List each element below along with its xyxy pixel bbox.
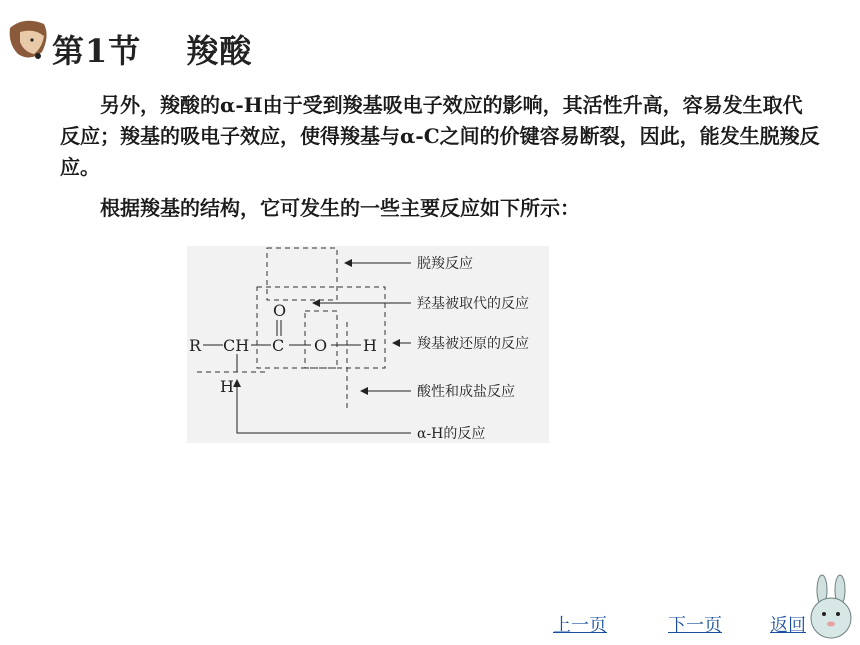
atom-H-right: H [363, 336, 377, 355]
atom-H-bottom: H [220, 377, 234, 396]
atom-O-top: O [273, 301, 287, 320]
hedgehog-logo-icon [4, 14, 52, 64]
next-page-link[interactable]: 下一页 [668, 615, 722, 636]
paragraph-reactions-intro: 根据羧基的结构，它可发生的一些主要反应如下所示： [100, 196, 580, 220]
atom-R: R [189, 336, 202, 355]
label-decarboxylation: 脱羧反应 [417, 256, 473, 272]
bunny-mascot-icon [806, 574, 856, 640]
carboxyl-box [257, 287, 385, 368]
atom-O: O [314, 336, 328, 355]
atom-C: C [272, 336, 285, 355]
decarboxylation-box [267, 248, 337, 300]
carboxyl-reaction-diagram [187, 246, 549, 443]
label-acidity-salt: 酸性和成盐反应 [417, 384, 515, 400]
label-hydroxyl-substitution: 羟基被取代的反应 [417, 296, 529, 312]
page-title: 第1节 羧酸 [52, 32, 253, 70]
label-alpha-h: α-H的反应 [417, 426, 486, 442]
label-carboxyl-reduction: 羧基被还原的反应 [417, 336, 529, 352]
atom-CH: CH [223, 336, 250, 355]
prev-page-link[interactable]: 上一页 [553, 615, 607, 636]
back-link[interactable]: 返回 [770, 615, 806, 636]
paragraph-alpha-h: 另外，羧酸的α-H由于受到羧基吸电子效应的影响，其活性升高，容易发生取代反应；羧基的吸电子效应，使得羧基与α-C之间的价键容易断裂，因此，能发生脱羧反应。 [60, 93, 820, 179]
